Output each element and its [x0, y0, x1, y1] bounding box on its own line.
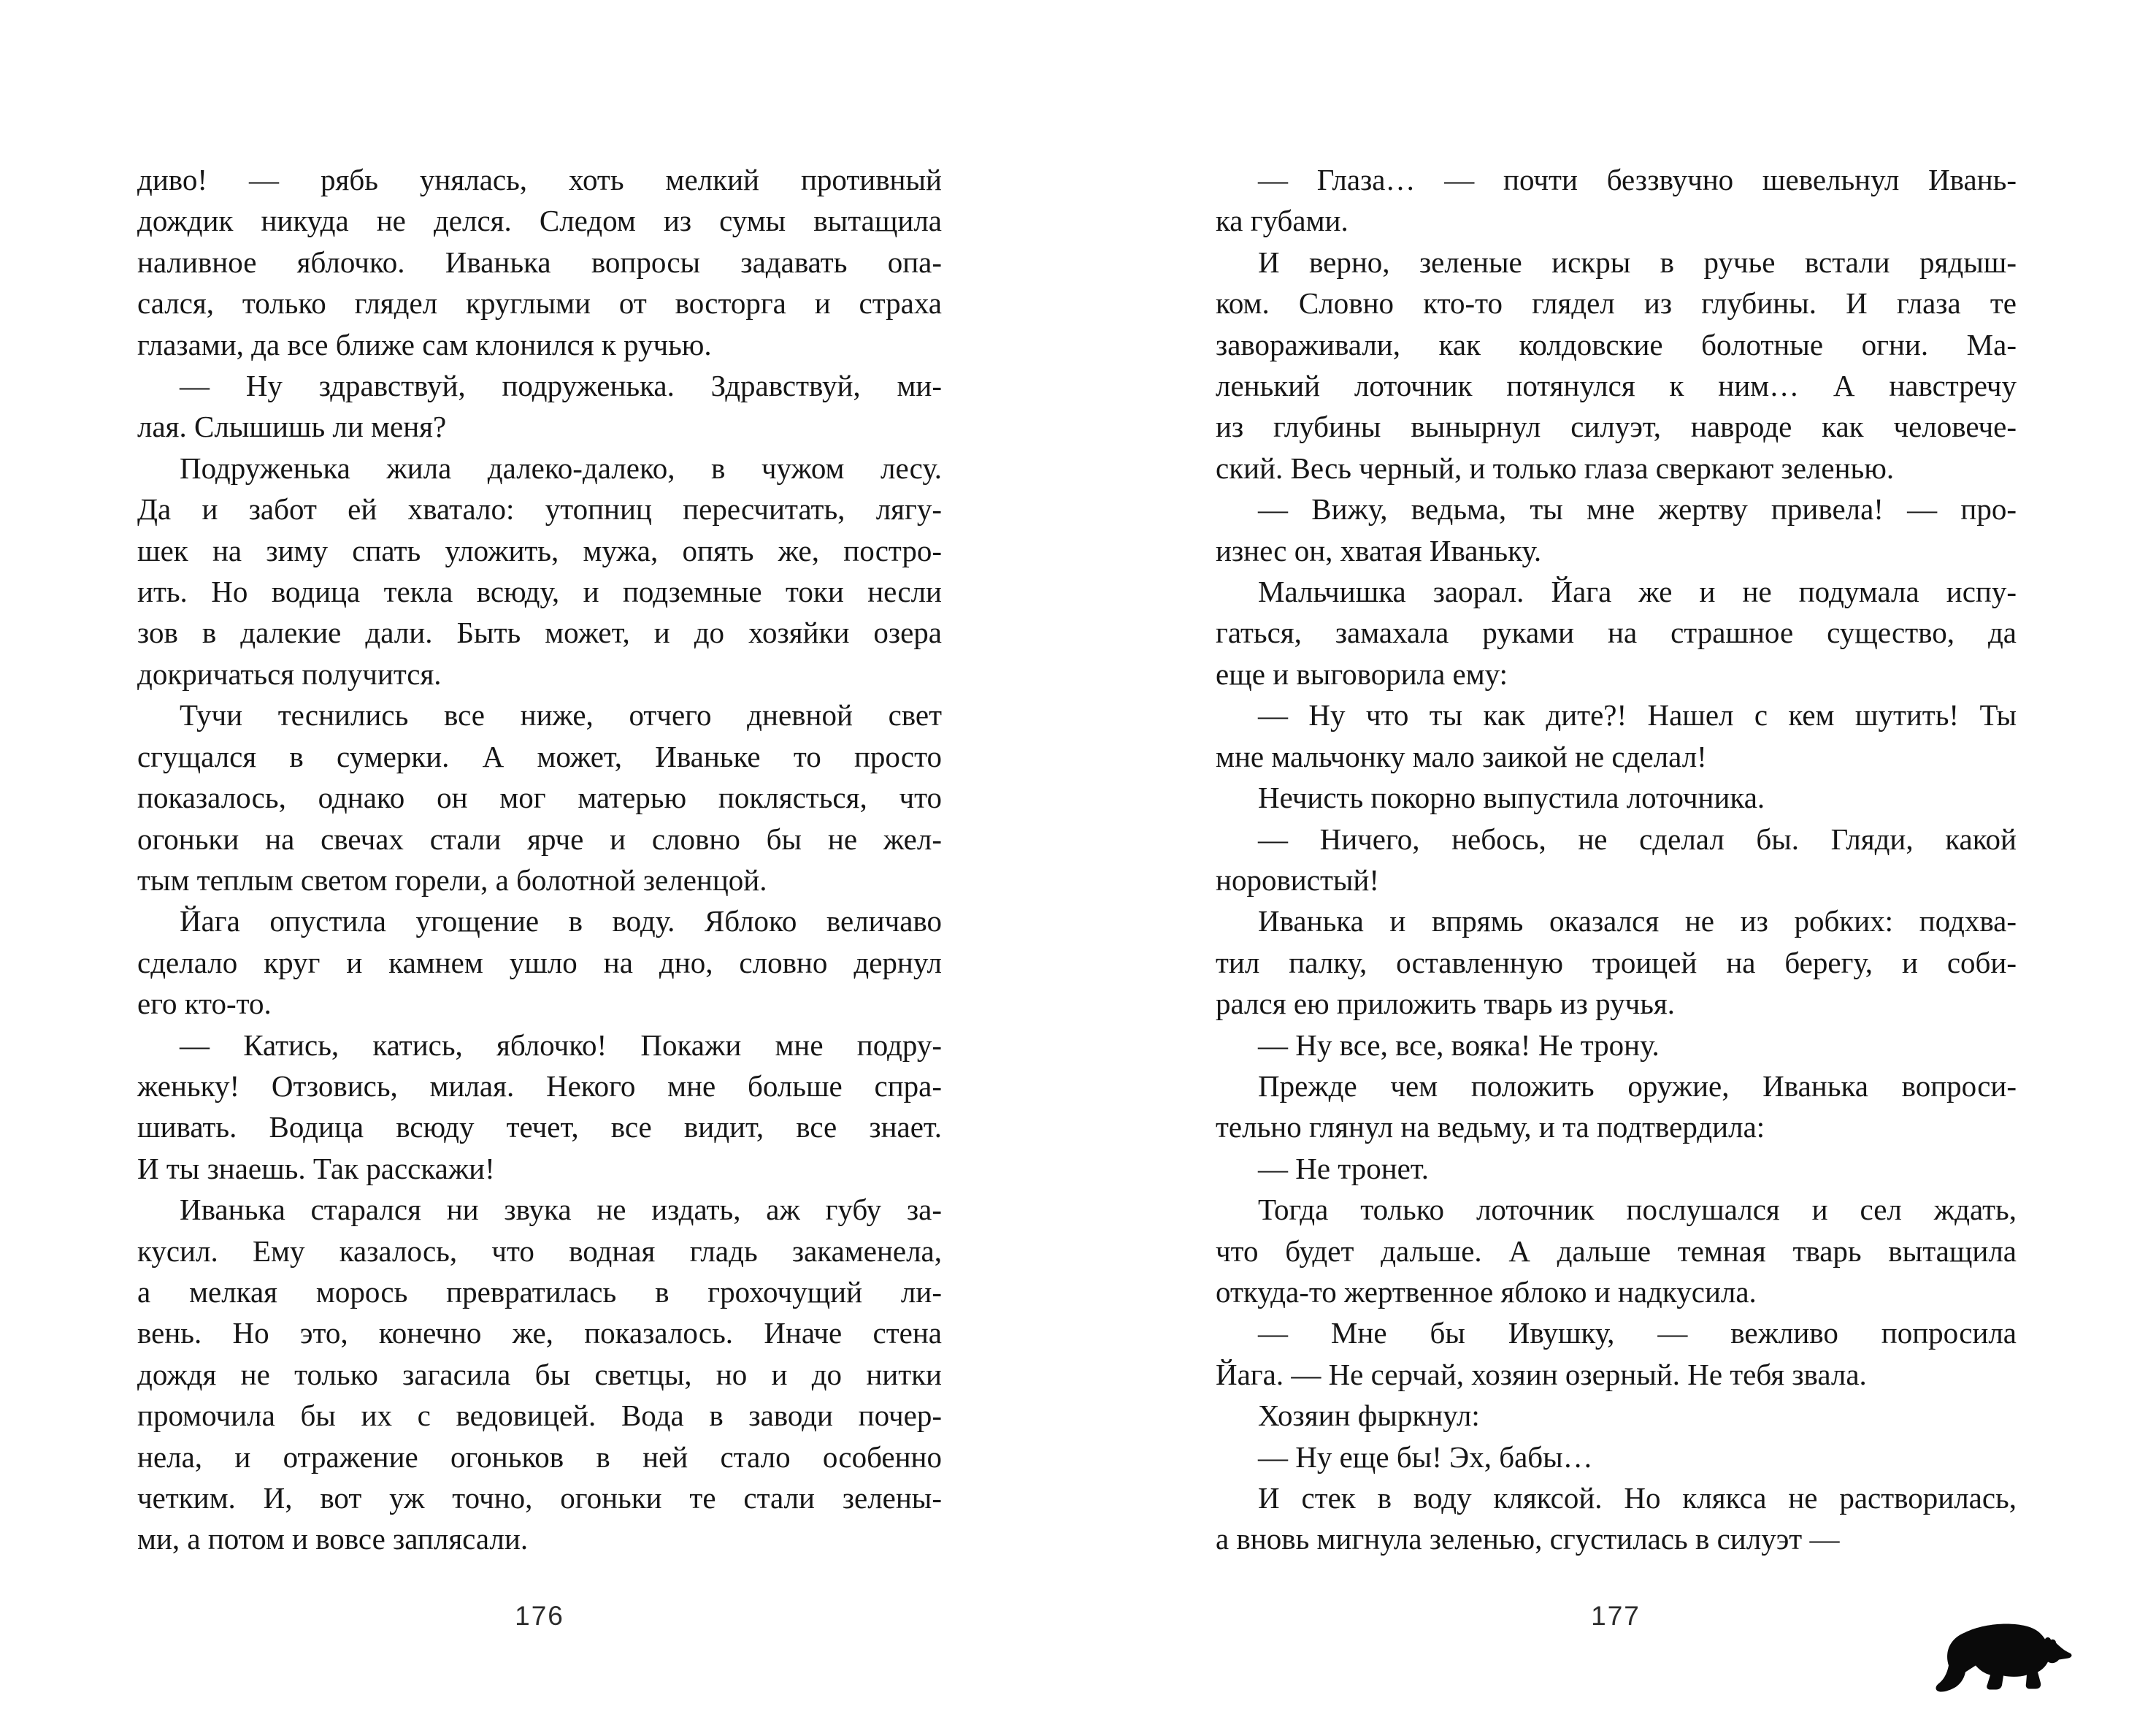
paragraph	[1216, 1025, 2017, 1066]
text-line: — Ничего, небось, не сделал бы. Гляди, какой	[1258, 822, 2017, 856]
text-line: тельно глянул на ведьму, и та подтвердила:	[1216, 1110, 1765, 1144]
text-line: докричаться получится.	[137, 657, 442, 691]
text-line: кусил. Ему казалось, что водная гладь закаменела,	[137, 1233, 942, 1268]
text-line: шивать. Водица всюду течет, все видит, все знает.	[137, 1110, 942, 1144]
text-line: Мальчишка заорал. Йага же и не подумала испу-	[1258, 575, 2017, 609]
text-line: — Ну еще бы! Эх, бабы…	[1258, 1439, 1593, 1474]
text-line: женьку! Отзовись, милая. Некого мне больше спра-	[137, 1068, 942, 1103]
text-line: наливное яблочко. Иванька вопросы задавать опа-	[137, 245, 942, 279]
text-line: И стек в воду кляксой. Но клякса не растворилась,	[1258, 1481, 2017, 1515]
text-line: зов в далекие дали. Быть может, и до хозяйки озера	[137, 616, 942, 650]
text-line: Иванька старался ни звука не издать, аж губу за-	[180, 1193, 942, 1227]
text-line: ком. Словно кто-то глядел из глубины. И глаза те	[1216, 286, 2017, 321]
text-line: завораживали, как колдовские болотные огни. Ма-	[1216, 327, 2017, 362]
page-number-right: 177	[1591, 1601, 1641, 1631]
text-line: — Ну все, все, вояка! Не трону.	[1258, 1028, 1660, 1062]
text-line: Тогда только лоточник послушался и сел ждать,	[1258, 1193, 2017, 1227]
text-line: тым теплым светом горели, а болотной зеленцой.	[137, 862, 767, 897]
text-line: еще и выговорила ему:	[1216, 657, 1508, 691]
text-line: И ты знаешь. Так расскажи!	[137, 1151, 495, 1185]
text-line: — Вижу, ведьма, ты мне жертву привела! — про-	[1258, 492, 2017, 527]
text-line: вень. Но это, конечно же, показалось. Иначе стена	[137, 1316, 942, 1350]
text-line: из глубины вынырнул силуэт, навроде как человече-	[1216, 410, 2017, 444]
paragraph	[1216, 819, 2017, 901]
text-line: ить. Но водица текла всюду, и подземные токи несли	[137, 575, 942, 609]
paragraph	[1216, 777, 2017, 818]
text-line: изнес он, хватая Иваньку.	[1216, 533, 1542, 567]
paragraph	[1216, 1477, 2017, 1560]
text-line: Йага опустила угощение в воду. Яблоко величаво	[180, 904, 942, 938]
text-line: Хозяин фыркнул:	[1258, 1399, 1480, 1433]
paragraph	[1216, 695, 2017, 777]
text-line: ский. Весь черный, и только глаза сверкают зеленью.	[1216, 451, 1895, 485]
text-line: сделало круг и камнем ушло на дно, словно дернул	[137, 945, 942, 979]
text-line: Нечисть покорно выпустила лоточника.	[1258, 781, 1765, 815]
text-line: сгущался в сумерки. А может, Иваньке то просто	[137, 739, 942, 773]
text-line: показалось, однако он мог матерью поклясться, что	[137, 781, 942, 815]
text-line: его кто-то.	[137, 987, 272, 1021]
paragraph	[137, 1025, 942, 1190]
paragraph	[1216, 242, 2017, 489]
paragraph	[137, 448, 942, 695]
text-line: лая. Слышишь ли меня?	[137, 410, 447, 444]
text-line: — Мне бы Ивушку, — вежливо попросила	[1258, 1316, 2017, 1350]
text-line: Подруженька жила далеко-далеко, в чужом лесу.	[180, 451, 942, 485]
text-line: И верно, зеленые искры в ручье встали рядыш-	[1258, 245, 2017, 279]
text-line: четким. И, вот уж точно, огоньки те стали зелены-	[137, 1481, 942, 1515]
text-line: гаться, замахала руками на страшное существо, да	[1216, 616, 2017, 650]
text-line: откуда-то жертвенное яблоко и надкусила.	[1216, 1274, 1757, 1309]
paragraph	[137, 695, 942, 900]
text-line: диво! — рябь унялась, хоть мелкий противный	[137, 163, 942, 196]
text-line: Иванька и впрямь оказался не из робких: подхва-	[1258, 904, 2017, 938]
paragraph	[137, 900, 942, 1024]
page-number-left: 176	[515, 1601, 564, 1631]
text-line: ми, а потом и вовсе заплясали.	[137, 1522, 529, 1556]
text-line: — Ну здравствуй, подруженька. Здравствуй, ми-	[180, 369, 942, 403]
bear-silhouette-icon	[1928, 1614, 2074, 1698]
page-right-text	[1216, 159, 2017, 1560]
text-line: ленький лоточник потянулся к ним… А навстречу	[1216, 369, 2017, 403]
text-line: нела, и отражение огоньков в ней стало особенно	[137, 1439, 942, 1474]
text-line: огоньки на свечах стали ярче и словно бы не жел-	[137, 822, 942, 856]
paragraph	[1216, 1148, 2017, 1189]
text-line: дождик никуда не делся. Следом из сумы вытащила	[137, 204, 942, 238]
text-line: а мелкая морось превратилась в грохочущий ли-	[137, 1274, 942, 1309]
paragraph	[1216, 1312, 2017, 1395]
paragraph	[1216, 159, 2017, 242]
text-line: промочила бы их с ведовицей. Вода в заводи почер-	[137, 1399, 942, 1433]
text-line: глазами, да все ближе сам клонился к ручью.	[137, 327, 712, 362]
text-line: шек на зиму спать уложить, мужа, опять же, постро-	[137, 533, 942, 567]
text-line: ка губами.	[1216, 204, 1349, 238]
text-line: — Глаза… — почти беззвучно шевельнул Ивань-	[1258, 163, 2017, 196]
text-line: сался, только глядел круглыми от восторга и страха	[137, 286, 942, 321]
text-line: Да и забот ей хватало: утопниц пересчитать, лягу-	[137, 492, 942, 527]
text-line: — Ну что ты как дите?! Нашел с кем шутить! Ты	[1258, 698, 2017, 733]
paragraph	[1216, 489, 2017, 571]
paragraph	[1216, 1189, 2017, 1312]
text-line: Прежде чем положить оружие, Иванька вопроси-	[1258, 1068, 2017, 1103]
text-line: Йага. — Не серчай, хозяин озерный. Не тебя звала.	[1216, 1357, 1867, 1391]
text-line: тил палку, оставленную троицей на берегу, и соби-	[1216, 945, 2017, 979]
text-line: — Катись, катись, яблочко! Покажи мне подру-	[180, 1028, 942, 1062]
paragraph	[1216, 1437, 2017, 1477]
paragraph	[137, 159, 942, 365]
page-left-text	[137, 159, 942, 1560]
text-line: мне мальчонку мало заикой не сделал!	[1216, 739, 1707, 773]
text-line: норовистый!	[1216, 862, 1379, 897]
text-line: что будет дальше. А дальше темная тварь вытащила	[1216, 1233, 2017, 1268]
text-line: — Не тронет.	[1258, 1151, 1429, 1185]
text-line: Тучи теснились все ниже, отчего дневной свет	[180, 698, 942, 733]
paragraph	[137, 365, 942, 448]
paragraph	[1216, 900, 2017, 1024]
paragraph	[1216, 1395, 2017, 1436]
paragraph	[1216, 1066, 2017, 1148]
text-line: рался ею приложить тварь из ручья.	[1216, 987, 1676, 1021]
text-line: а вновь мигнула зеленью, сгустилась в силуэт —	[1216, 1522, 1840, 1556]
paragraph	[137, 1189, 942, 1560]
text-line: дождя не только загасила бы светцы, но и до нитки	[137, 1357, 942, 1391]
paragraph	[1216, 571, 2017, 695]
